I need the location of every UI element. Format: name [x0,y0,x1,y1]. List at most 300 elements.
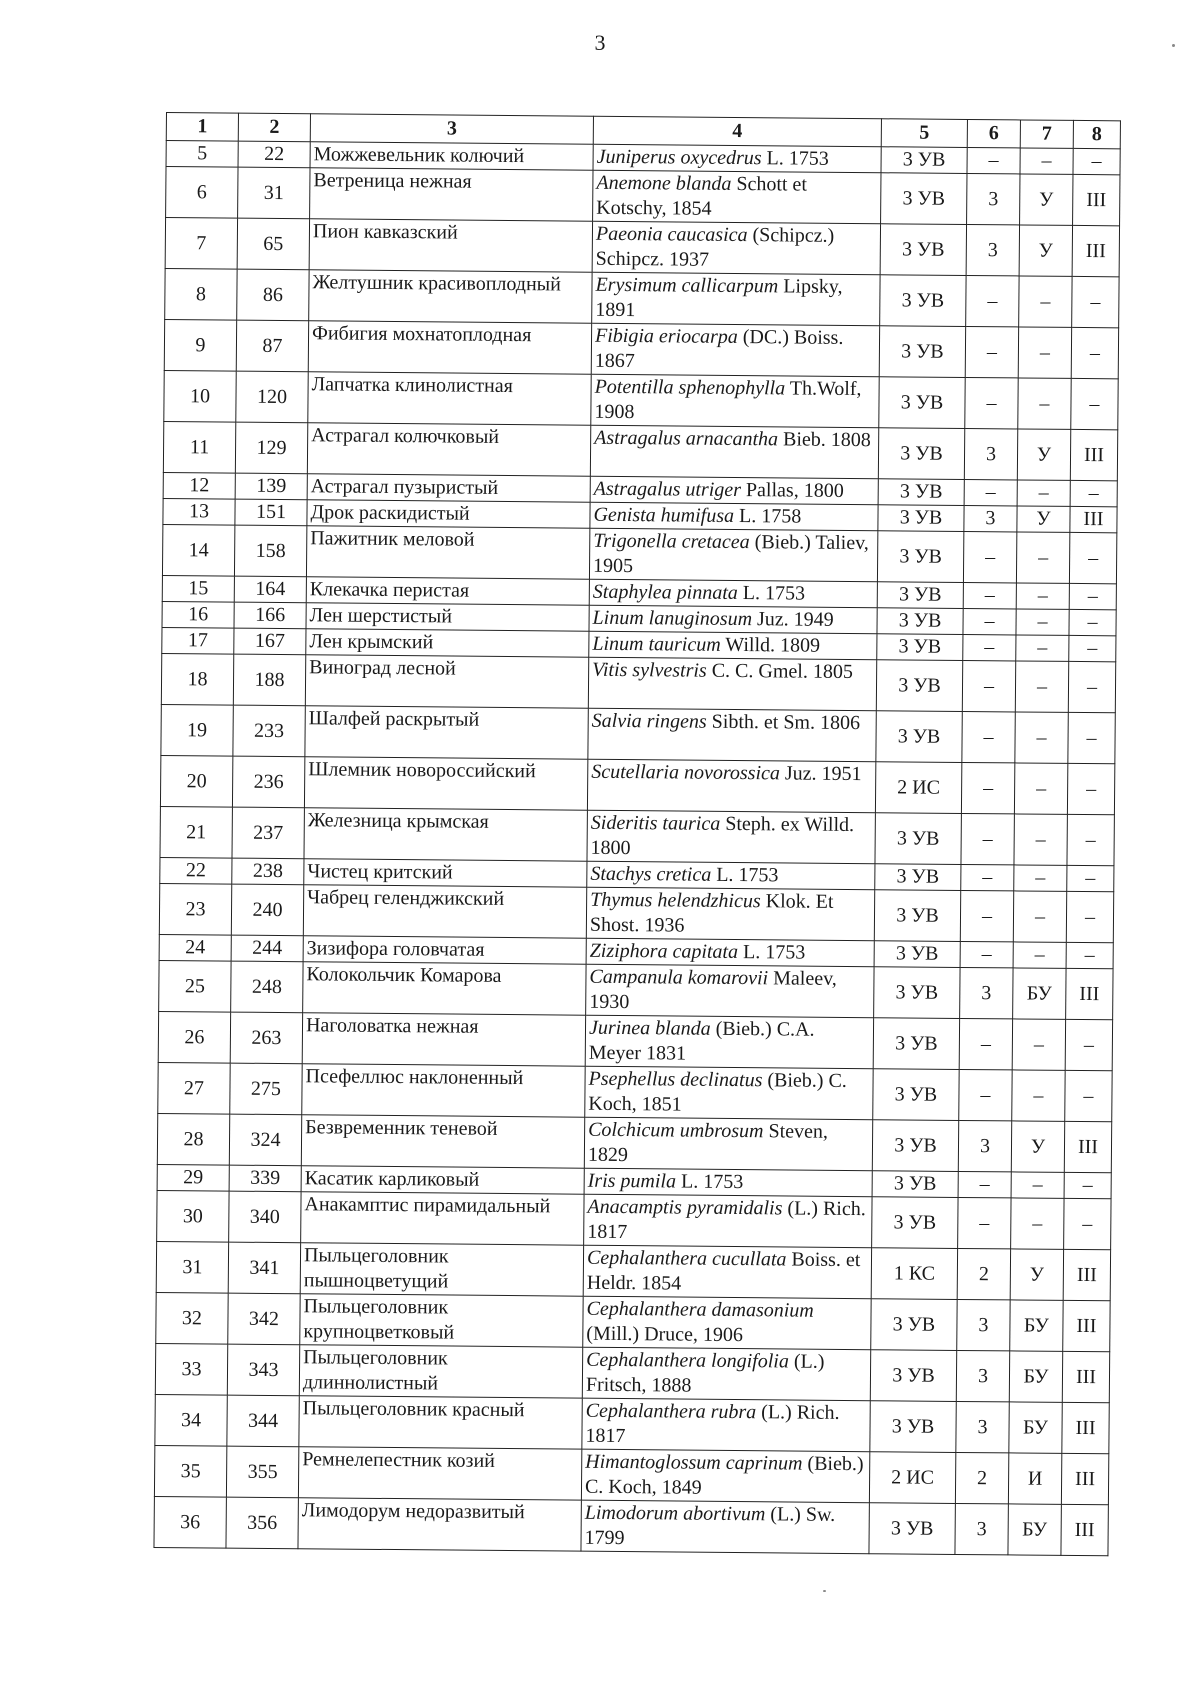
status-category-cell: 3 УВ [872,1171,958,1198]
table-row [161,704,1115,763]
status-category-cell: 3 УВ [880,224,966,276]
russian-name-cell: Пажитник меловой [306,526,589,579]
table-row [155,1394,1109,1453]
taxon-author: Pallas, 1800 [740,479,844,502]
latin-name-cell [591,323,879,377]
species-id-cell: 188 [233,654,305,706]
russian-name-cell: Лен крымский [306,629,589,657]
species-id-cell: 65 [237,218,309,270]
species-id-cell: 339 [229,1165,301,1192]
column-7-cell: БУ [1009,1351,1062,1402]
taxon-author: (Bieb.) C.A. Meyer 1831 [588,1017,815,1065]
column-7-cell: И [1008,1453,1061,1504]
table-row [157,1190,1111,1249]
status-category-cell: 3 УВ [877,608,963,635]
status-category-cell: 3 УВ [873,1018,959,1070]
column-6-cell: 3 [956,1350,1009,1401]
column-8-cell: – [1071,378,1118,429]
status-category-cell: 3 УВ [874,941,960,968]
header-cell: 1 [166,113,238,142]
column-6-cell: – [961,864,1014,890]
column-6-cell: 3 [958,1120,1011,1171]
taxon-author: (Bieb.) C. Koch, 1849 [584,1452,864,1499]
row-number-cell: 36 [154,1496,226,1548]
latin-genus-species: Linum tauricum [592,632,721,656]
status-category-cell: 2 ИС [875,762,961,814]
column-6-cell: – [958,1197,1011,1248]
latin-name-cell [584,1194,872,1248]
table-row [164,319,1118,378]
russian-name-cell: Лен шерстистый [306,603,589,631]
latin-genus-species: Cephalanthera longifolia [586,1348,789,1373]
table-row [159,960,1113,1019]
column-7-cell: – [1015,712,1068,763]
russian-name-cell: Фибигия мохнатоплодная [308,321,591,374]
taxon-author: L. 1753 [737,582,806,605]
species-id-cell: 151 [235,499,307,526]
table-row [159,883,1113,942]
latin-name-cell [589,528,877,582]
species-id-cell: 233 [233,705,305,757]
russian-name-cell: Шлемник новороссийский [304,757,587,810]
column-6-cell: 3 [967,173,1020,224]
taxon-author: Juz. 1949 [751,608,834,631]
column-8-cell: III [1066,968,1113,1019]
status-category-cell: 3 УВ [880,275,966,327]
row-number-cell: 12 [163,472,235,499]
species-id-cell: 238 [232,858,304,885]
species-id-cell: 263 [230,1012,302,1064]
latin-name-cell [588,657,876,711]
table-row [160,806,1114,865]
taxon-author: Maleev, 1930 [589,967,837,1014]
status-category-cell: 3 УВ [876,711,962,763]
page-number: 3 [594,30,606,55]
taxon-author: (Schipcz.) Schipcz. 1937 [595,224,835,271]
russian-name-cell: Астрагал колючковый [307,423,590,476]
russian-name-cell: Чабрец геленджикский [303,885,586,938]
russian-name-cell: Шалфей раскрытый [305,706,588,759]
column-6-cell: 3 [964,505,1017,531]
latin-genus-species: Colchicum umbrosum [588,1118,764,1143]
column-6-cell: – [963,608,1016,634]
column-8-cell: III [1062,1402,1109,1453]
column-8-cell: – [1066,942,1113,968]
column-7-cell: – [1014,865,1067,891]
russian-name-cell: Анакамптис пирамидальный [301,1192,584,1245]
latin-genus-species: Genista humifusa [593,503,735,527]
column-6-cell: 3 [960,967,1013,1018]
status-category-cell: 3 УВ [875,813,961,865]
column-8-cell: III [1064,1121,1111,1172]
latin-genus-species: Vitis sylvestris [592,658,707,682]
latin-genus-species: Sideritis taurica [590,811,721,835]
row-number-cell: 35 [154,1445,226,1497]
row-number-cell: 20 [160,755,232,807]
column-8-cell: – [1071,327,1118,378]
row-number-cell: 30 [157,1190,229,1242]
column-7-cell: – [1012,1019,1065,1070]
latin-genus-species: Iris pumila [587,1169,677,1193]
latin-name-cell [582,1398,870,1452]
header-cell: 3 [310,114,593,144]
latin-genus-species: Ziziphora capitata [589,939,739,964]
latin-genus-species: Stachys cretica [590,862,712,886]
taxon-author: Schott et Kotschy, 1854 [596,172,808,220]
column-8-cell: – [1069,635,1116,661]
russian-name-cell: Колокольчик Комарова [303,962,586,1015]
column-7-cell: БУ [1010,1300,1063,1351]
species-id-cell: 167 [234,628,306,655]
row-number-cell: 22 [160,857,232,884]
column-7-cell: – [1016,635,1069,661]
status-category-cell: 3 УВ [870,1401,956,1453]
status-category-cell: 3 УВ [881,147,967,174]
row-number-cell: 6 [166,167,238,219]
species-id-cell: 356 [226,1497,298,1549]
status-category-cell: 3 УВ [875,864,961,891]
latin-name-cell [588,708,876,762]
table-row [164,370,1118,429]
status-category-cell: 1 КС [871,1248,957,1300]
taxon-author: C. C. Gmel. 1805 [706,659,853,684]
column-6-cell: – [961,813,1014,864]
table-row [154,1496,1108,1555]
row-number-cell: 13 [163,498,235,525]
taxon-author: Juz. 1951 [779,762,862,786]
row-number-cell: 29 [157,1164,229,1191]
row-number-cell: 34 [155,1394,227,1446]
row-number-cell: 9 [164,319,236,371]
taxon-author: L. 1753 [761,147,829,170]
column-6-cell: – [962,660,1015,711]
column-8-cell: – [1067,814,1114,865]
column-7-cell: – [1013,891,1066,942]
latin-genus-species: Juniperus oxycedrus [596,145,762,170]
latin-name-cell [585,1015,873,1069]
status-category-cell: 3 УВ [876,660,962,712]
latin-name-cell [589,579,877,608]
column-6-cell: 3 [955,1503,1008,1554]
russian-name-cell: Пион кавказский [309,219,592,272]
species-id-cell: 324 [229,1114,301,1166]
species-table [153,112,1120,1556]
status-category-cell: 3 УВ [881,173,967,225]
column-8-cell: – [1067,763,1114,814]
column-6-cell: – [960,890,1013,941]
column-6-cell: – [963,582,1016,608]
species-id-cell: 87 [236,320,308,372]
latin-genus-species: Salvia ringens [591,709,707,733]
status-category-cell: 3 УВ [877,634,963,661]
status-category-cell: 3 УВ [869,1503,955,1555]
column-6-cell: – [966,275,1019,326]
column-8-cell: III [1062,1351,1109,1402]
status-category-cell: 3 УВ [878,505,964,532]
column-8-cell: III [1063,1300,1110,1351]
column-7-cell: – [1014,763,1067,814]
latin-name-cell [581,1449,869,1503]
taxon-author: L. 1753 [737,941,806,964]
column-6-cell: 3 [956,1401,1009,1452]
table-row [162,524,1116,583]
column-7-cell: – [1015,661,1068,712]
column-7-cell: У [1019,225,1072,276]
table-row [157,1113,1111,1172]
column-6-cell: – [961,762,1014,813]
row-number-cell: 16 [162,601,234,628]
russian-name-cell: Ремнелепестник козий [298,1447,581,1500]
latin-name-cell [581,1500,869,1554]
status-category-cell: 3 УВ [872,1197,958,1249]
latin-name-cell [592,272,880,326]
table-row [165,218,1119,277]
column-7-cell: У [1020,174,1073,225]
column-7-cell: – [1020,148,1073,174]
russian-name-cell: Лимодорум недоразвитый [298,1498,581,1551]
latin-genus-species: Psephellus declinatus [588,1067,763,1092]
table-row [156,1292,1110,1351]
column-7-cell: БУ [1009,1402,1062,1453]
row-number-cell: 11 [163,421,235,473]
latin-genus-species: Astragalus arnacantha [594,426,779,451]
row-number-cell: 31 [156,1241,228,1293]
russian-name-cell: Ветреница нежная [310,168,593,221]
latin-name-cell [583,1245,871,1299]
taxon-author: (Bieb.) C. Koch, 1851 [588,1069,847,1116]
species-id-cell: 86 [237,269,309,321]
column-6-cell: 2 [955,1452,1008,1503]
status-category-cell: 3 УВ [877,531,963,583]
table-row [160,755,1114,814]
russian-name-cell: Безвременник теневой [301,1115,584,1168]
column-8-cell: – [1073,148,1120,174]
column-6-cell: – [960,941,1013,967]
status-category-cell: 3 УВ [874,967,960,1019]
russian-name-cell: Касатик карликовый [301,1166,584,1194]
table-row [166,167,1120,226]
row-number-cell: 21 [160,806,232,858]
species-id-cell: 22 [238,141,310,168]
column-8-cell: – [1064,1172,1111,1198]
column-8-cell: – [1068,712,1115,763]
species-id-cell: 343 [227,1344,299,1396]
header-cell: 8 [1073,120,1120,148]
taxon-author: L. 1753 [675,1170,744,1194]
latin-genus-species: Anacamptis pyramidalis [587,1195,783,1220]
column-7-cell: – [1017,480,1070,506]
taxon-author: (Bieb.) Taliev, 1905 [592,531,869,578]
row-number-cell: 24 [159,934,231,961]
species-id-cell: 275 [230,1063,302,1115]
column-7-cell: – [1014,814,1067,865]
header-cell: 6 [967,119,1020,147]
latin-genus-species: Thymus helendzhicus [590,888,761,913]
latin-name-cell [586,938,874,967]
column-7-cell: – [1012,1070,1065,1121]
species-id-cell: 248 [231,961,303,1013]
latin-name-cell [593,144,881,173]
header-cell: 7 [1020,120,1073,148]
row-number-cell: 7 [165,218,237,270]
taxon-author: Th.Wolf, 1908 [594,377,862,424]
taxon-author: L. 1753 [711,863,779,887]
header-cell: 5 [881,119,967,148]
column-7-cell: – [1016,532,1069,583]
column-6-cell: 2 [957,1248,1010,1299]
latin-genus-species: Cephalanthera damasonium [586,1297,814,1322]
column-8-cell: III [1070,506,1117,532]
species-id-cell: 236 [232,756,304,808]
row-number-cell: 19 [161,704,233,756]
status-category-cell: 3 УВ [873,1069,959,1121]
row-number-cell: 27 [158,1062,230,1114]
header-cell: 2 [238,113,310,142]
column-7-cell: У [1017,429,1070,480]
column-7-cell: – [1011,1198,1064,1249]
taxon-author: (L.) Sw. 1799 [584,1503,836,1550]
table-row [158,1011,1112,1070]
russian-name-cell: Пыльцеголовник длиннолистный [299,1345,582,1398]
latin-name-cell [590,476,878,505]
species-id-cell: 158 [234,525,306,577]
column-8-cell: – [1069,532,1116,583]
taxon-author: (L.) Rich. 1817 [585,1401,840,1448]
column-8-cell: – [1069,583,1116,609]
column-6-cell: – [967,147,1020,173]
russian-name-cell: Желтушник красивоплодный [309,270,592,323]
latin-name-cell [593,170,881,224]
species-id-cell: 341 [228,1242,300,1294]
russian-name-cell: Можжевельник колючий [310,142,593,170]
column-6-cell: – [964,479,1017,505]
row-number-cell: 28 [157,1113,229,1165]
status-category-cell: 3 УВ [872,1120,958,1172]
table-body [154,141,1120,1556]
column-8-cell: III [1063,1249,1110,1300]
latin-name-cell [584,1117,872,1171]
row-number-cell: 18 [161,653,233,705]
latin-genus-species: Staphylea pinnata [592,580,738,605]
latin-genus-species: Cephalanthera cucullata [586,1246,787,1271]
status-category-cell: 3 УВ [871,1299,957,1351]
species-id-cell: 31 [238,167,310,219]
taxon-author: L. 1758 [733,504,802,528]
latin-name-cell [582,1347,870,1401]
row-number-cell: 26 [158,1011,230,1063]
status-category-cell: 3 УВ [878,428,964,480]
table-row [161,653,1115,712]
row-number-cell: 25 [159,960,231,1012]
row-number-cell: 17 [162,627,234,654]
column-6-cell: – [959,1069,1012,1120]
latin-name-cell [586,964,874,1018]
species-id-cell: 129 [235,422,307,474]
russian-name-cell: Зизифора головчатая [303,936,586,964]
column-6-cell: 3 [957,1299,1010,1350]
taxon-author: (Mill.) Druce, 1906 [586,1322,744,1347]
column-8-cell: – [1067,865,1114,891]
species-id-cell: 355 [226,1446,298,1498]
russian-name-cell: Пыльцеголовник крупноцветковый [300,1294,583,1347]
russian-name-cell: Чистец критский [304,859,587,887]
latin-name-cell [589,631,877,660]
latin-name-cell [587,861,875,890]
column-6-cell: – [963,634,1016,660]
column-6-cell: – [965,326,1018,377]
column-7-cell: У [1017,506,1070,532]
latin-name-cell [591,374,879,428]
latin-genus-species: Erysimum callicarpum [595,273,779,298]
column-8-cell: III [1072,225,1119,276]
latin-genus-species: Himantoglossum caprinum [585,1450,803,1475]
latin-genus-species: Anemone blanda [596,171,732,195]
status-category-cell: 3 УВ [879,377,965,429]
row-number-cell: 15 [162,575,234,602]
russian-name-cell: Лапчатка клинолистная [308,372,591,425]
table-row [158,1062,1112,1121]
latin-genus-species: Cephalanthera rubra [585,1399,757,1424]
latin-genus-species: Campanula komarovii [589,965,769,990]
column-8-cell: III [1061,1453,1108,1504]
column-7-cell: У [1011,1121,1064,1172]
column-6-cell: – [965,377,1018,428]
taxon-author: Willd. 1809 [720,633,821,657]
species-id-cell: 237 [232,807,304,859]
column-7-cell: – [1013,942,1066,968]
russian-name-cell: Пыльцеголовник пышноцветущий [300,1243,583,1296]
column-7-cell: У [1010,1249,1063,1300]
russian-name-cell: Железница крымская [304,808,587,861]
russian-name-cell: Астрагал пузыристый [307,474,590,502]
column-8-cell: III [1061,1504,1108,1555]
column-7-cell: – [1016,583,1069,609]
latin-name-cell [590,425,878,479]
table-row [155,1343,1109,1402]
column-8-cell: – [1065,1070,1112,1121]
species-id-cell: 166 [234,602,306,629]
latin-genus-species: Trigonella cretacea [593,529,750,554]
latin-genus-species: Jurinea blanda [588,1016,711,1040]
species-id-cell: 240 [231,884,303,936]
status-category-cell: 2 ИС [869,1452,955,1504]
column-6-cell: 3 [964,428,1017,479]
latin-genus-species: Paeonia caucasica [595,222,748,247]
header-cell: 4 [593,116,881,147]
status-category-cell: 3 УВ [870,1350,956,1402]
taxon-author: Steven, 1829 [587,1120,829,1167]
latin-name-cell [583,1296,871,1350]
table-row [154,1445,1108,1504]
species-id-cell: 340 [229,1191,301,1243]
row-number-cell: 23 [159,883,231,935]
column-8-cell: – [1069,609,1116,635]
column-8-cell: – [1068,661,1115,712]
latin-name-cell [592,221,880,275]
column-8-cell: – [1065,1019,1112,1070]
russian-name-cell: Клекачка перистая [306,577,589,605]
column-8-cell: – [1064,1198,1111,1249]
column-7-cell: БУ [1008,1504,1061,1555]
taxon-author: Steph. ex Willd. 1800 [590,812,855,860]
latin-name-cell [586,887,874,941]
column-8-cell: – [1066,891,1113,942]
species-id-cell: 120 [236,371,308,423]
column-7-cell: – [1016,609,1069,635]
row-number-cell: 32 [156,1292,228,1344]
column-7-cell: – [1011,1172,1064,1198]
latin-genus-species: Potentilla sphenophylla [594,375,786,400]
